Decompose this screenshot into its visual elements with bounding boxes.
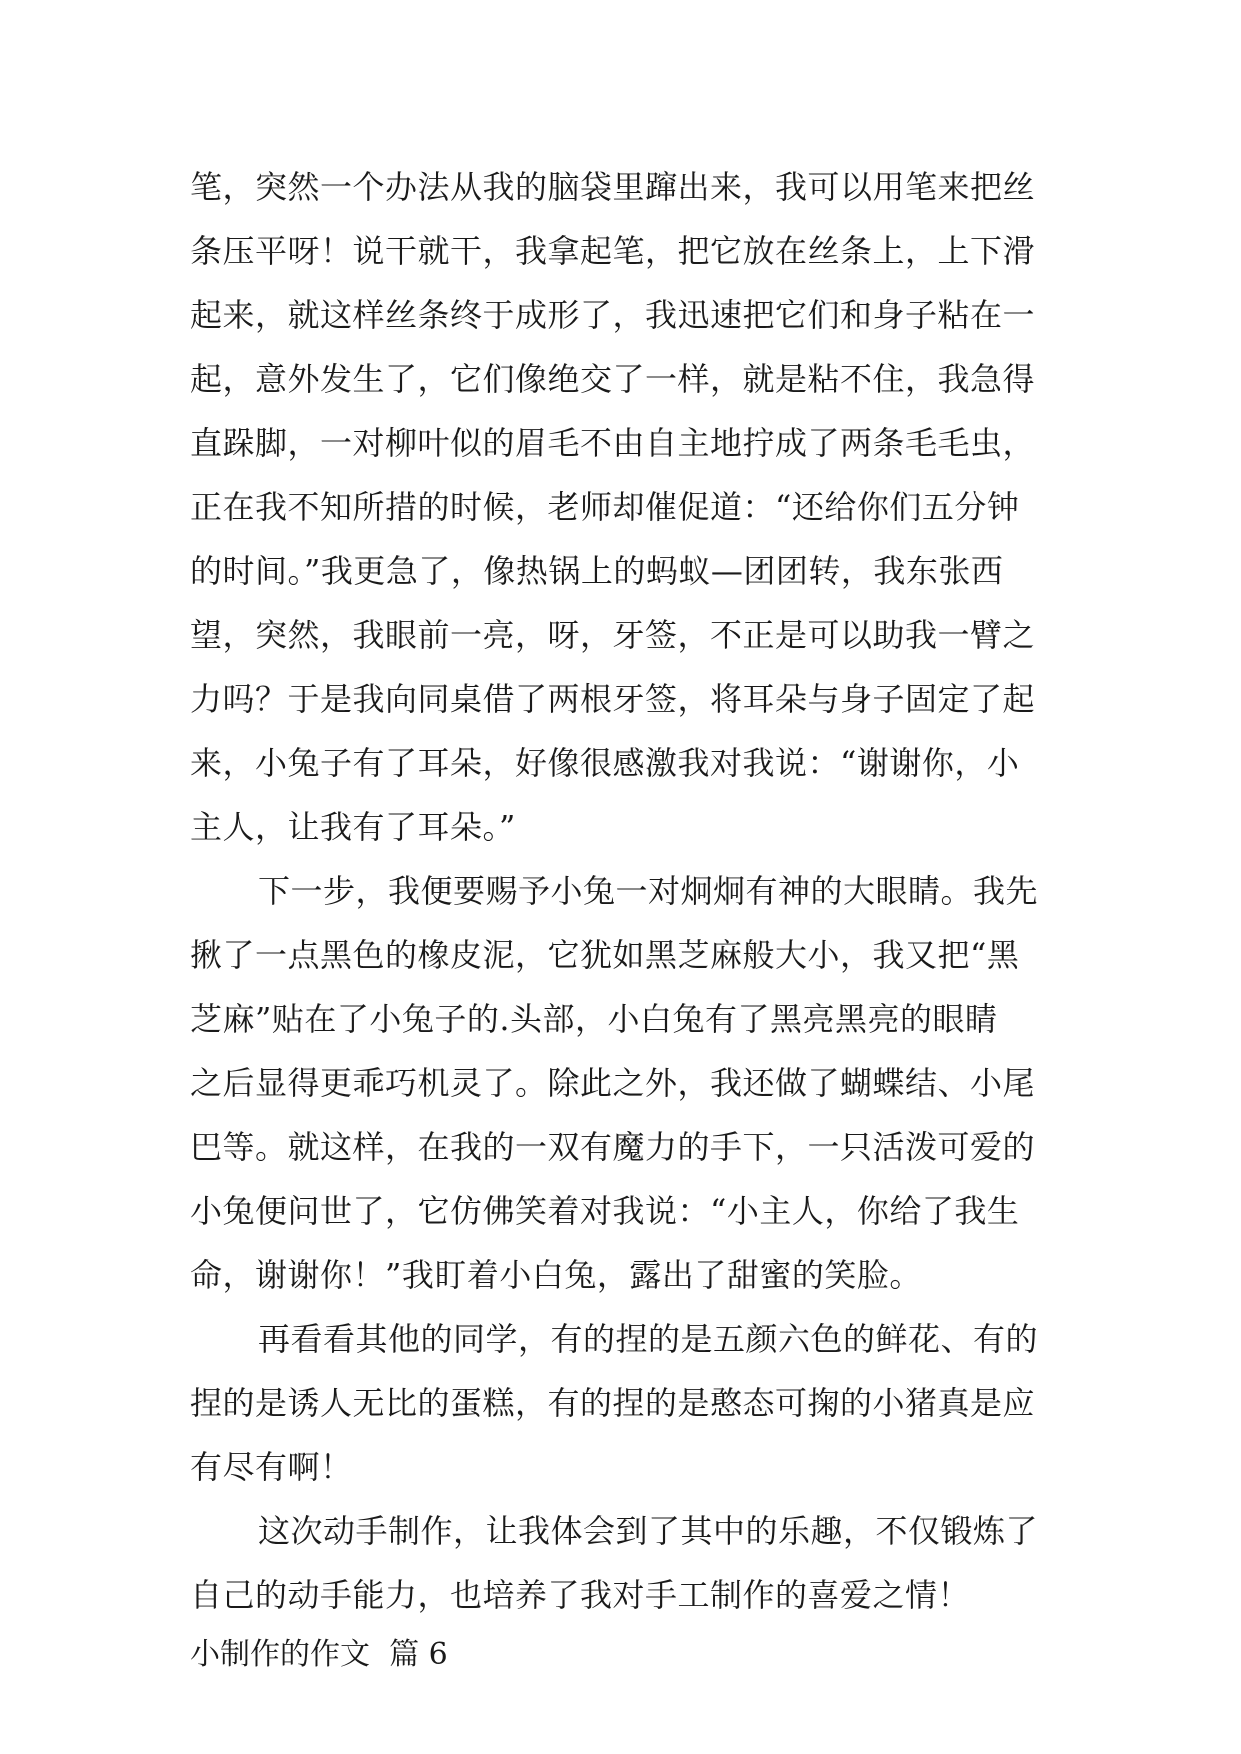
paragraph-start-line: 这次动手制作，让我体会到了其中的乐趣，不仅锻炼了 bbox=[258, 1512, 1039, 1550]
essay-body bbox=[190, 155, 1060, 1687]
paragraph-start-line: 下一步，我便要赐予小兔一对炯炯有神的大眼睛。我先 bbox=[258, 872, 1039, 910]
text-line: 来，小兔子有了耳朵，好像很感激我对我说：“谢谢你，小 bbox=[190, 744, 1020, 782]
text-line: 主人，让我有了耳朵。” bbox=[190, 808, 516, 846]
text-line: 条压平呀！说干就干，我拿起笔，把它放在丝条上，上下滑 bbox=[190, 232, 1036, 270]
text-line: 小兔便问世了，它仿佛笑着对我说：“小主人，你给了我生 bbox=[190, 1192, 1020, 1230]
text-line: 自己的动手能力，也培养了我对手工制作的喜爱之情！ bbox=[190, 1576, 971, 1614]
text-line: 捏的是诱人无比的蛋糕，有的捏的是憨态可掬的小猪真是应 bbox=[190, 1384, 1036, 1422]
text-line: 直跺脚，一对柳叶似的眉毛不由自主地拧成了两条毛毛虫， bbox=[190, 424, 1036, 462]
text-line: 起来，就这样丝条终于成形了，我迅速把它们和身子粘在一 bbox=[190, 296, 1036, 334]
text-line: 笔，突然一个办法从我的脑袋里蹿出来，我可以用笔来把丝 bbox=[190, 168, 1036, 206]
text-line: 正在我不知所措的时候，老师却催促道：“还给你们五分钟 bbox=[190, 488, 1020, 526]
text-line: 有尽有啊！ bbox=[190, 1448, 353, 1486]
text-line: 之后显得更乖巧机灵了。除此之外，我还做了蝴蝶结、小尾 bbox=[190, 1064, 1036, 1102]
text-line: 揪了一点黑色的橡皮泥，它犹如黑芝麻般大小，我又把“黑 bbox=[190, 936, 1020, 974]
text-line: 起，意外发生了，它们像绝交了一样，就是粘不住，我急得 bbox=[190, 360, 1036, 398]
section-heading: 小制作的作文 篇 6 bbox=[190, 1637, 448, 1672]
text-line: 力吗？于是我向同桌借了两根牙签，将耳朵与身子固定了起 bbox=[190, 680, 1036, 718]
text-line: 命，谢谢你！”我盯着小白兔，露出了甜蜜的笑脸。 bbox=[190, 1256, 922, 1294]
text-line: 芝麻”贴在了小兔子的.头部，小白兔有了黑亮黑亮的眼睛 bbox=[190, 1000, 998, 1038]
text-line: 巴等。就这样，在我的一双有魔力的手下，一只活泼可爱的 bbox=[190, 1128, 1036, 1166]
text-line: 的时间。”我更急了，像热锅上的蚂蚁—团团转，我东张西 bbox=[190, 552, 1004, 590]
text-line: 望，突然，我眼前一亮，呀，牙签，不正是可以助我一臂之 bbox=[190, 616, 1036, 654]
paragraph-start-line: 再看看其他的同学，有的捏的是五颜六色的鲜花、有的 bbox=[258, 1320, 1039, 1358]
